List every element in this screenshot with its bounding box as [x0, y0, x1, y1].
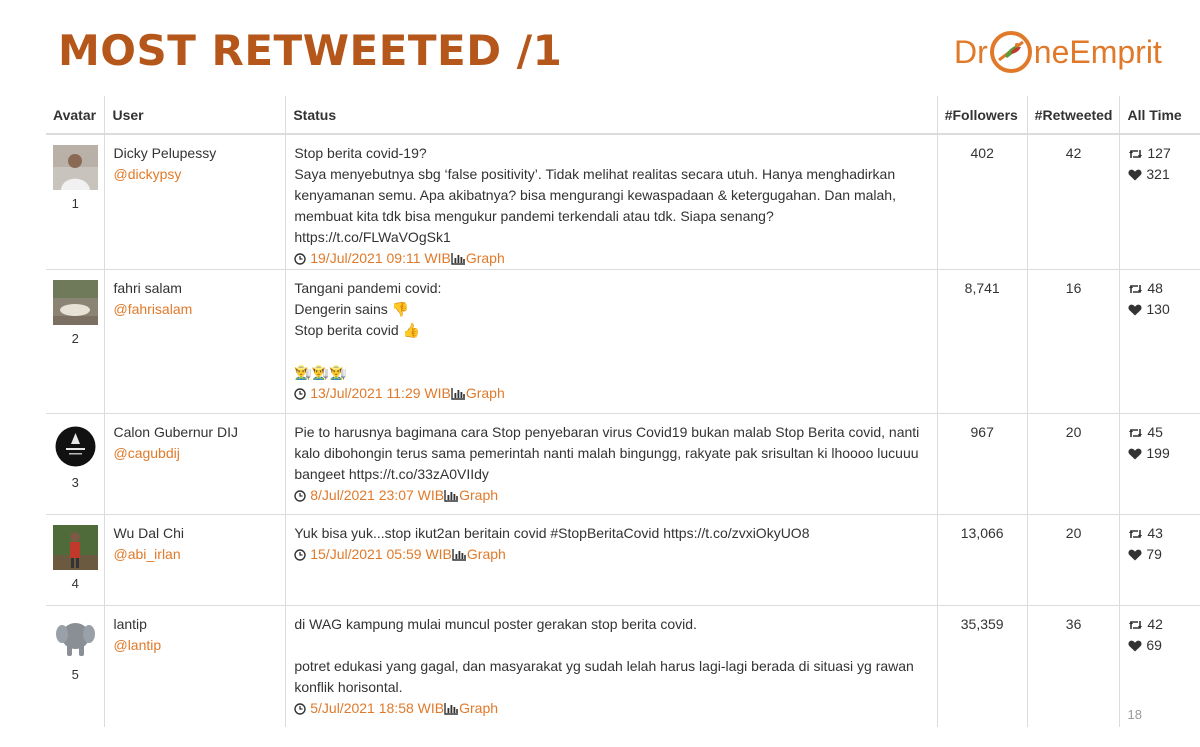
followers-count: 13,066: [937, 515, 1027, 606]
status-cell: [286, 606, 937, 727]
user-handle-link[interactable]: @lantip: [113, 637, 162, 653]
user-cell: [105, 270, 286, 414]
retweeted-count: 36: [1027, 606, 1120, 727]
avatar-cell: [46, 606, 105, 727]
avatar-cell: [46, 515, 105, 606]
retweeted-count: 20: [1027, 515, 1120, 606]
status-cell: [286, 414, 937, 515]
status-text: membuat kita tdk bisa mengukur pandemi terkendali atau tdk. Siapa senang? https://t.co/FLWaVOgSk1: [294, 208, 774, 245]
all-time-cell: [1120, 270, 1200, 414]
status-text: Stop berita covid 👍: [294, 322, 420, 338]
most-retweeted-table: [46, 96, 1200, 727]
status-meta: [294, 698, 928, 719]
status-text: Dengerin sains 👎: [294, 301, 410, 317]
user-cell: [105, 606, 286, 727]
status-text: konflik horisontal.: [294, 679, 403, 695]
status-text: potret edukasi yang gagal, dan masyarakat yg sudah lelah harus lagi-lagi berada di situasi yg rawan: [294, 658, 914, 674]
user-name: lantip: [113, 616, 147, 632]
heart-icon: [1128, 448, 1142, 460]
avatar[interactable]: [53, 280, 98, 325]
drone-emprit-logo: [954, 22, 1162, 82]
status-text: Stop berita covid-19?: [294, 145, 427, 161]
user-handle-link[interactable]: @abi_irlan: [113, 546, 181, 562]
all-time-cell: [1120, 134, 1200, 270]
retweet-icon: [1128, 427, 1143, 439]
user-handle-link[interactable]: @cagubdij: [113, 445, 180, 461]
heart-icon: [1128, 304, 1142, 316]
page-title: MOST RETWEETED /1: [58, 26, 563, 75]
status-meta: [294, 383, 928, 404]
all-time-likes: 199: [1128, 443, 1192, 464]
followers-count: 967: [937, 414, 1027, 515]
status-text: di WAG kampung mulai muncul poster gerakan stop berita covid.: [294, 616, 697, 632]
heart-icon: [1128, 169, 1142, 181]
status-text: Tangani pandemi covid:: [294, 280, 442, 296]
followers-count: 402: [937, 134, 1027, 270]
followers-count: 8,741: [937, 270, 1027, 414]
status-cell: [286, 134, 937, 270]
graph-link[interactable]: Graph: [459, 700, 499, 716]
table-row: [46, 270, 1200, 414]
user-cell: [105, 414, 286, 515]
user-name: fahri salam: [113, 280, 182, 296]
user-cell: [105, 515, 286, 606]
clock-icon: [294, 490, 306, 502]
page-number: 18: [1127, 707, 1142, 722]
header-status: Status: [286, 96, 937, 134]
header-followers: #Followers: [937, 96, 1027, 134]
table-row: [46, 414, 1200, 515]
status-meta: [294, 248, 928, 269]
retweet-icon: [1128, 619, 1143, 631]
header-user: User: [105, 96, 286, 134]
table-header-row: [46, 96, 1200, 134]
user-name: Calon Gubernur DIJ: [113, 424, 238, 440]
header-avatar: Avatar: [46, 96, 105, 134]
rank-number: 3: [71, 475, 79, 490]
bar-chart-icon: [452, 549, 467, 561]
graph-link[interactable]: Graph: [465, 385, 505, 401]
avatar-cell: [46, 270, 105, 414]
retweet-icon: [1128, 283, 1143, 295]
tweet-date-link[interactable]: 15/Jul/2021 05:59 WIB: [310, 546, 452, 562]
retweeted-count: 42: [1027, 134, 1120, 270]
clock-icon: [294, 549, 306, 561]
retweeted-count: 16: [1027, 270, 1120, 414]
clock-icon: [294, 388, 306, 400]
all-time-cell: [1120, 414, 1200, 515]
rank-number: 4: [71, 576, 79, 591]
rank-number: 1: [71, 196, 79, 211]
all-time-likes: 69: [1128, 635, 1192, 656]
status-text: 👨‍🌾👨‍🌾👨‍🌾: [294, 364, 347, 380]
all-time-likes: 79: [1128, 544, 1192, 565]
status-text: Yuk bisa yuk...stop ikut2an beritain covid #StopBeritaCovid https://t.co/zvxiOkyUO8: [294, 525, 810, 541]
status-blank-line: [294, 635, 928, 656]
bar-chart-icon: [444, 490, 459, 502]
logo-text-1: Dr: [954, 33, 988, 70]
avatar[interactable]: [53, 145, 98, 190]
rank-number: 2: [71, 331, 79, 346]
all-time-likes: 130: [1128, 299, 1192, 320]
avatar-cell: [46, 414, 105, 515]
user-name: Dicky Pelupessy: [113, 145, 217, 161]
status-text: Pie to harusnya bagimana cara Stop penyebaran virus Covid19 bukan malab Stop Berita covid, nanti: [294, 424, 920, 440]
status-text: kenyamanan semu. Apa akibatnya? bisa mengurangi kewaspadaan & ketergugahan. Dan malah,: [294, 187, 896, 203]
status-meta: [294, 544, 928, 565]
graph-link[interactable]: Graph: [466, 546, 506, 562]
avatar[interactable]: [53, 525, 98, 570]
followers-count: 35,359: [937, 606, 1027, 727]
user-name: Wu Dal Chi: [113, 525, 185, 541]
status-meta: [294, 485, 928, 506]
all-time-cell: [1120, 515, 1200, 606]
bar-chart-icon: [444, 703, 459, 715]
all-time-retweets: 127: [1128, 143, 1192, 164]
clock-icon: [294, 703, 306, 715]
drone-logo-icon: [989, 30, 1033, 74]
heart-icon: [1128, 549, 1142, 561]
status-cell: [286, 515, 937, 606]
user-handle-link[interactable]: @dickypsy: [113, 166, 182, 182]
table-row: [46, 134, 1200, 270]
tweet-date-link[interactable]: 19/Jul/2021 09:11 WIB: [310, 250, 451, 266]
tweet-date-link[interactable]: 13/Jul/2021 11:29 WIB: [310, 385, 451, 401]
header-all-time: All Time: [1120, 96, 1200, 134]
graph-link[interactable]: Graph: [465, 250, 505, 266]
header-retweeted: #Retweeted: [1027, 96, 1120, 134]
heart-icon: [1128, 640, 1142, 652]
user-handle-link[interactable]: @fahrisalam: [113, 301, 193, 317]
status-text: kalo dibohongin terus sama pemerintah nanti malah bingungg, rakyate pak srisultan ki lhoooo lucuuu: [294, 445, 919, 461]
table-row: [46, 515, 1200, 606]
status-cell: [286, 270, 937, 414]
all-time-retweets: 45: [1128, 422, 1192, 443]
avatar[interactable]: [53, 424, 98, 469]
tweet-date-link[interactable]: 8/Jul/2021 23:07 WIB: [310, 487, 445, 503]
avatar[interactable]: [53, 616, 98, 661]
all-time-retweets: 43: [1128, 523, 1192, 544]
all-time-retweets: 42: [1128, 614, 1192, 635]
retweet-icon: [1128, 148, 1143, 160]
status-text: Saya menyebutnya sbg ‘false positivity’. Tidak melihat realitas secara utuh. Hanya menghadirkan: [294, 166, 896, 182]
retweet-icon: [1128, 528, 1143, 540]
tweet-date-link[interactable]: 5/Jul/2021 18:58 WIB: [310, 700, 445, 716]
all-time-likes: 321: [1128, 164, 1192, 185]
logo-text-2: neEmprit: [1033, 33, 1162, 70]
status-text: bangeet https://t.co/33zA0VIIdy: [294, 466, 489, 482]
avatar-cell: [46, 134, 105, 270]
bar-chart-icon: [451, 388, 466, 400]
user-cell: [105, 134, 286, 270]
all-time-retweets: 48: [1128, 278, 1192, 299]
table-row: [46, 606, 1200, 727]
bar-chart-icon: [451, 253, 466, 265]
status-blank-line: [294, 341, 928, 362]
graph-link[interactable]: Graph: [459, 487, 499, 503]
rank-number: 5: [71, 667, 79, 682]
retweeted-count: 20: [1027, 414, 1120, 515]
clock-icon: [294, 253, 306, 265]
